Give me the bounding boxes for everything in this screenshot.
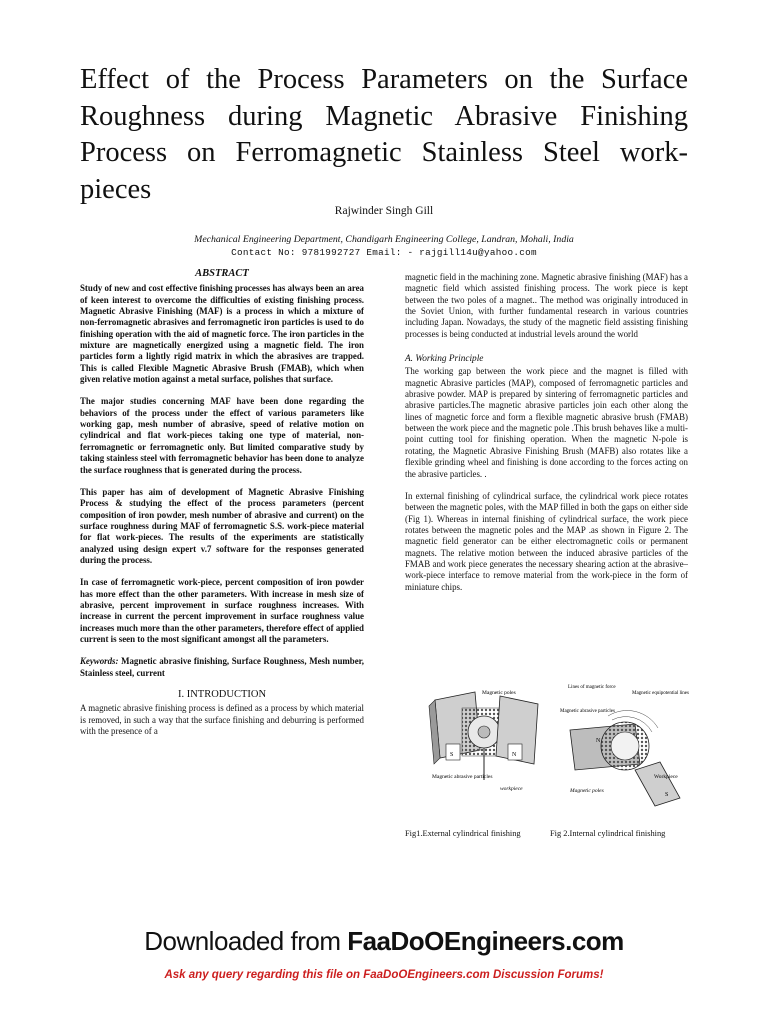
fig2-poles-label: Magnetic poles: [570, 788, 604, 794]
fig2-equipotential-label: Magnetic equipotential lines: [632, 691, 689, 696]
fig1-n-label: N: [512, 752, 517, 758]
right-paragraph-3: In external finishing of cylindrical surface, the cylindrical work piece rotates between the magnetic poles, with the MAP filled in both the gaps on either side (Fig 1). Whereas in internal finishing of cylindrical surface, the work piece rotates between the magnetic poles and the MAP .as shown in Figure 2. The magnetic field generator can be either electromagnetic coils or permanent magnets. The relative motion between the induced abrasive particles of the FMAB and work piece generates the necessary shearing action at the abrasive–work-piece interface to remove material from the work-piece in the form of miniature chips.: [405, 490, 688, 592]
fig1-workpiece-label: workpiece: [500, 786, 523, 792]
keywords-text: Magnetic abrasive finishing, Surface Roughness, Mesh number, Stainless steel, current: [80, 656, 365, 678]
figure-2-caption: Fig 2.Internal cylindrical finishing: [550, 829, 666, 838]
abstract-heading: ABSTRACT: [195, 268, 249, 279]
fig2-diagram: [560, 685, 689, 806]
right-column: [405, 272, 688, 593]
keywords: [80, 656, 364, 679]
download-banner[interactable]: [0, 926, 768, 957]
fig1-diagram: [429, 690, 538, 792]
right-paragraph-1: magnetic field in the machining zone. Magnetic abrasive finishing (MAF) has a magnetic field which assisted finishing process. The work piece is kept between the two poles of a magnet.. The method was originally introduced in the Soviet Union, with further fundamental research in various countries including Japan. Nowadays, the study of the magnetic field assisting finishing processes is being conducted at industrial levels around the world: [405, 272, 688, 339]
left-column: [80, 268, 364, 737]
download-prefix: Downloaded from: [144, 926, 348, 956]
abstract-paragraph-1: Study of new and cost effective finishing processes has always been an area of keen interest to overcome the difficulties of existing finishing process. Magnetic Abrasive Finishing (MAF) is a process in which a mixture of non-ferromagnetic abrasives and ferromagnetic iron particles is used to do finishing operation with the aid of magnetic force. The iron particles in the mixture are magnetically energized using a magnetic field. The iron particles form a lightly rigid matrix in which the abrasives are trapped. This is called Flexible Magnetic Abrasive Brush (FMAB), which when given relative motion against a metal surface, polishes that surface.: [80, 283, 364, 385]
working-principle-heading: A. Working Principle: [405, 354, 484, 365]
fig2-lines-label: Lines of magnetic force: [568, 685, 616, 690]
fig1-map-label: Magnetic abrasive particles: [432, 774, 493, 780]
forum-promo-line[interactable]: Ask any query regarding this file on FaaDoOEngineers.com Discussion Forums!: [164, 969, 604, 981]
contact-line: Contact No: 9781992727 Email: - rajgill14u@yahoo.com: [231, 247, 537, 258]
affiliation: Mechanical Engineering Department, Chandigarh Engineering College, Landran, Mohali, India: [194, 234, 574, 245]
fig2-workpiece-label: Workpiece: [654, 774, 678, 780]
abstract-paragraph-4: In case of ferromagnetic work-piece, percent composition of iron powder has more effect than the other parameters. With increase in mesh size of abrasive, percent improvement in surface roughness increases. With increase in current the percent improvement in surface roughness value increases much more than the other parameters, therefore effect of applied current is seen to the most significant amongst all the parameters.: [80, 577, 364, 644]
abstract-paragraph-2: The major studies concerning MAF have been done regarding the behaviors of the process under the effect of various parameters like working gap, mesh number of abrasive, speed of relative motion on cylindrical and flat work-pieces taking one type of material, non-ferromagnetic or ferromagnetic only. But limited comparative study by taking stainless steel with ferromagnetic behavior has been done to analyze the surface roughness that is generated during the process.: [80, 396, 364, 475]
site-brand-link[interactable]: FaaDoOEngineers.com: [347, 926, 624, 956]
fig1-poles-label: Magnetic poles: [482, 690, 516, 696]
paper-title: Effect of the Process Parameters on the Surface Roughness during Magnetic Abrasive Finishing Process on Ferromagnetic Stainless Steel work-pieces: [80, 64, 688, 205]
intro-paragraph-1: A magnetic abrasive finishing process is defined as a process by which material is removed, in such a way that the surface finishing and deburring is performed with the presence of a: [80, 703, 364, 737]
fig2-map-label: Magnetic abrasive particles: [560, 709, 615, 714]
figure-1-caption: Fig1.External cylindrical finishing: [405, 829, 521, 838]
figure-illustrations: [420, 680, 705, 816]
abstract-paragraph-3: This paper has aim of development of Magnetic Abrasive Finishing Process & studying the effect of the process parameters (percent composition of iron powder, mesh number of abrasive and current) on the surface roughness during MAF of ferromagnetic S.S. work-piece material for flat work-pieces. The results of the experiments are statistically analyzed using design expert v.7 software for the responses generated during the process.: [80, 486, 364, 565]
fig2-n-label: N: [596, 738, 601, 744]
figures-area: [420, 680, 705, 816]
keywords-label: Keywords:: [80, 656, 119, 667]
fig2-s-label: S: [665, 792, 669, 798]
author-name: Rajwinder Singh Gill: [334, 205, 434, 217]
intro-heading: I. INTRODUCTION: [177, 689, 267, 700]
right-paragraph-2: The working gap between the work piece and the magnet is filled with magnetic Abrasive particles (MAP), composed of ferromagnetic particles and abrasive powder. MAP is prepared by sintering of ferromagnetic particles and abrasive particles.The magnetic abrasive particles join each other along the lines of magnetic force and form a flexible magnetic abrasive brush (FMAB) between the work piece and the magnetic pole .This brush behaves like a multi-point cutting tool for finishing operation. When the magnetic N-pole is rotating, the Magnetic Abrasive Finishing Brush (MAFB) also rotates like a flexible grinding wheel and finishing is done according to the forces acting on the abrasive particles. .: [405, 366, 688, 479]
fig1-s-label: S: [450, 752, 454, 758]
